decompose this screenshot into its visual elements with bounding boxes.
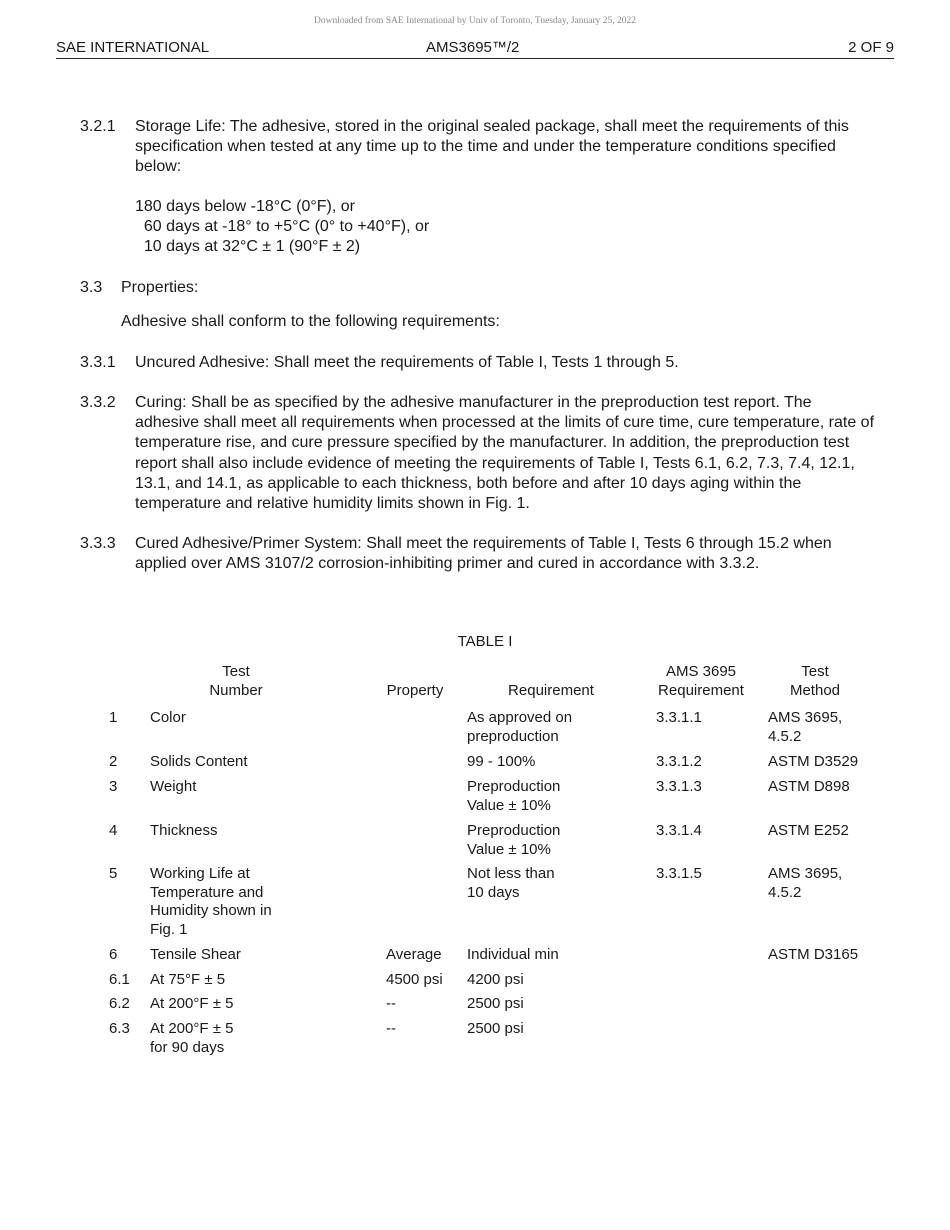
test-name-line: At 200°F ± 5: [150, 995, 234, 1012]
property-value-line: --: [386, 995, 396, 1012]
storage-conditions: [135, 197, 429, 258]
section-text: Adhesive shall conform to the following requirements:: [121, 313, 500, 330]
column-header-line: Test: [801, 663, 829, 680]
ams-requirement: [656, 865, 702, 884]
test-name: [150, 778, 196, 797]
test-name-line: Tensile Shear: [150, 946, 241, 963]
requirement-value: [467, 709, 572, 746]
section-text: Properties:: [121, 279, 199, 296]
ams-requirement-line: 3.3.1.4: [656, 822, 702, 839]
requirement-value-line: 4200 psi: [467, 971, 524, 988]
property-value: [386, 946, 442, 965]
requirement-value: [467, 778, 560, 815]
test-name: [150, 822, 218, 841]
test-number: 6: [109, 946, 118, 963]
storage-condition: 60 days at -18° to +5°C (0° to +40°F), or: [135, 218, 430, 236]
page-header: [56, 38, 894, 59]
column-header-property: [345, 681, 485, 700]
requirement-value: [467, 971, 524, 990]
test-number: 6.3: [109, 1020, 130, 1037]
requirement-value-line: Individual min: [467, 946, 559, 963]
test-name-line: Solids Content: [150, 753, 248, 770]
section-text: Uncured Adhesive: Shall meet the requirements of Table I, Tests 1 through 5.: [135, 354, 679, 371]
section-number: 3.2.1: [80, 118, 116, 135]
property-value: [386, 971, 443, 990]
test-number: 6.2: [109, 995, 130, 1012]
test-name: [150, 971, 225, 990]
test-name: [150, 995, 233, 1014]
requirement-value-line: Preproduction: [467, 778, 561, 795]
test-name: [150, 753, 248, 772]
test-method: [768, 822, 849, 841]
test-name-line: At 75°F ± 5: [150, 971, 226, 988]
test-name-line: Fig. 1: [150, 920, 188, 938]
test-name: [150, 865, 272, 939]
ams-requirement: [656, 778, 702, 797]
test-method-line: ASTM D3529: [768, 753, 859, 770]
test-method-line: AMS 3695,: [768, 865, 843, 882]
requirement-value-line: As approved on: [467, 709, 573, 726]
requirement-value: [467, 822, 560, 859]
ams-requirement: [656, 709, 702, 728]
test-method: [768, 778, 850, 797]
column-header-line: Requirement: [508, 682, 594, 699]
requirement-value-line: 99 - 100%: [467, 753, 536, 770]
test-name-line: Color: [150, 709, 186, 726]
download-note: Downloaded from SAE International by Univ of Toronto, Tuesday, January 25, 2022: [313, 16, 637, 26]
test-method-line: ASTM D3165: [768, 946, 859, 963]
requirement-value: [467, 865, 555, 902]
header-document-number: AMS3695™/2: [426, 39, 520, 56]
test-method: [768, 865, 842, 902]
test-number: 4: [109, 822, 118, 839]
requirement-value: [467, 1020, 524, 1039]
column-header-method: [745, 662, 885, 700]
column-header-line: AMS 3695: [665, 663, 737, 680]
requirement-value: [467, 753, 535, 772]
ams-requirement: [656, 753, 702, 772]
test-name-line: Weight: [150, 778, 197, 795]
requirement-value-line: 2500 psi: [467, 1020, 524, 1037]
requirement-value-line: preproduction: [467, 727, 559, 745]
ams-requirement-line: 3.3.1.2: [656, 753, 702, 770]
test-number: 3: [109, 778, 118, 795]
test-name: [150, 946, 241, 965]
section-text: Cured Adhesive/Primer System: Shall meet the requirements of Table I, Tests 6 through 15.2 when applied over AMS 3107/2 corrosion-inhibiting primer and cured in accordance with 3.3.2.: [135, 535, 832, 573]
requirement-value: [467, 995, 524, 1014]
test-name-line: Working Life at: [150, 865, 250, 882]
test-method: [768, 946, 858, 965]
test-method: [768, 709, 842, 746]
column-header-test-number: [166, 662, 306, 700]
ams-requirement-line: 3.3.1.1: [656, 709, 702, 726]
column-header-line: Method: [789, 682, 841, 699]
property-value-line: 4500 psi: [386, 971, 443, 988]
section-text: Curing: Shall be as specified by the adhesive manufacturer in the preproduction test report. The adhesive shall meet all requirements when processed at the limits of cure time, cure temperature, rate of temperature rise, and cure pressure specified by the manufacturer. In addition, the preproduction test report shall also include evidence of meeting the requirements of Table I, Tests 6.1, 6.2, 7.3, 7.4, 12.1, 13.1, and 14.1, as applicable to each thickness, both before and after 10 days aging within the temperature and relative humidity limits shown in Fig. 1.: [135, 394, 875, 513]
property-value: [386, 995, 396, 1014]
requirement-value-line: Value ± 10%: [467, 796, 551, 814]
header-publisher: SAE INTERNATIONAL: [56, 39, 210, 56]
column-header-line: Test: [222, 663, 250, 680]
section-number: 3.3.3: [80, 535, 116, 552]
section-number: 3.3.1: [80, 354, 116, 371]
requirement-value-line: Not less than: [467, 865, 555, 882]
test-name-line: At 200°F ± 5: [150, 1020, 234, 1037]
ams-requirement: [656, 822, 702, 841]
test-method-line: AMS 3695,: [768, 709, 843, 726]
requirement-value-line: Preproduction: [467, 822, 561, 839]
test-number: 1: [109, 709, 118, 726]
test-method-line: ASTM E252: [768, 822, 849, 839]
table-title: TABLE I: [457, 633, 513, 650]
column-header-line: Requirement: [658, 682, 744, 699]
requirement-value-line: 2500 psi: [467, 995, 524, 1012]
column-header-line: Property: [386, 682, 444, 699]
ams-requirement-line: 3.3.1.5: [656, 865, 702, 882]
requirement-value-line: 10 days: [467, 883, 520, 901]
ams-requirement-line: 3.3.1.3: [656, 778, 702, 795]
test-name: [150, 1020, 233, 1057]
test-name-line: Temperature and: [150, 883, 264, 901]
test-method-line: ASTM D898: [768, 778, 850, 795]
test-method-line: 4.5.2: [768, 727, 802, 745]
test-name: [150, 709, 186, 728]
requirement-value: [467, 946, 559, 965]
test-name-line: Thickness: [150, 822, 218, 839]
test-number: 5: [109, 865, 118, 882]
test-method: [768, 753, 858, 772]
section-number: 3.3.2: [80, 394, 116, 411]
requirement-value-line: Value ± 10%: [467, 840, 551, 858]
storage-condition: 180 days below -18°C (0°F), or: [135, 198, 355, 215]
section-number: 3.3: [80, 279, 103, 296]
test-number: 2: [109, 753, 118, 770]
property-value-line: --: [386, 1020, 396, 1037]
property-value-line: Average: [386, 946, 442, 963]
column-header-requirement: [481, 681, 621, 700]
test-number: 6.1: [109, 971, 130, 988]
property-value: [386, 1020, 396, 1039]
section-text: Storage Life: The adhesive, stored in the original sealed package, shall meet the requirements of this specification when tested at any time up to the time and under the temperature conditions specified below:: [135, 118, 849, 176]
storage-condition: 10 days at 32°C ± 1 (90°F ± 2): [135, 238, 361, 256]
test-method-line: 4.5.2: [768, 883, 802, 901]
test-name-line: for 90 days: [150, 1038, 225, 1056]
header-page-number: 2 OF 9: [848, 39, 894, 56]
column-header-line: Number: [209, 682, 263, 699]
test-name-line: Humidity shown in: [150, 902, 272, 919]
